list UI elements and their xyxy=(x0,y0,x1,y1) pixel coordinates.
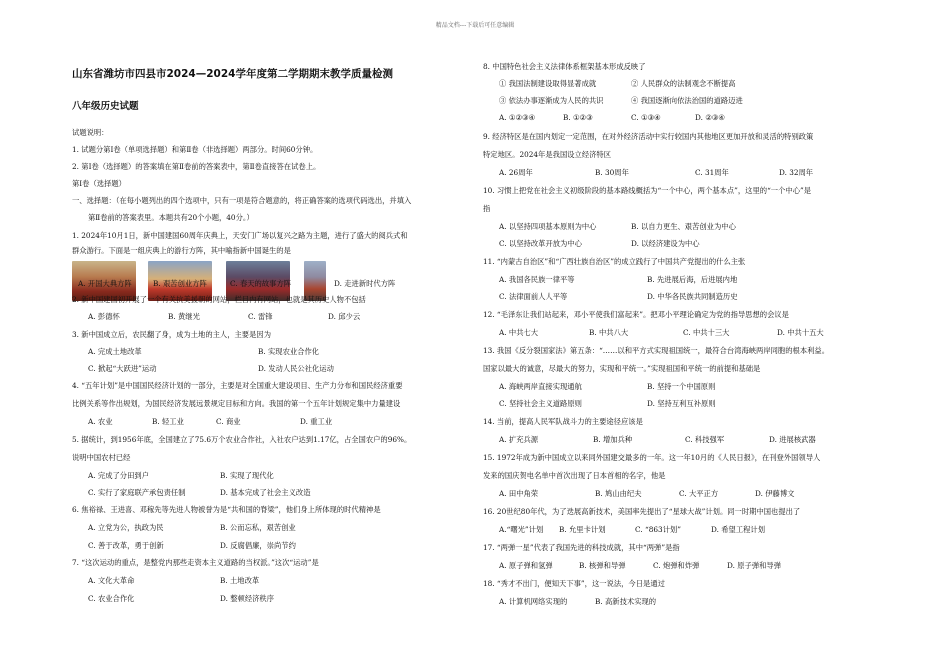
q18-option-a: A. 计算机网络实现的 xyxy=(499,597,568,606)
q16-option-b: B. 允里卡计划 xyxy=(559,525,606,534)
q5-option-d: D. 基本完成了社会主义改造 xyxy=(220,488,311,497)
q5-option-b: B. 实现了现代化 xyxy=(220,471,274,480)
q17-option-d: D. 原子弹和导弹 xyxy=(727,561,782,570)
q13-line-2: 国家以最大的诚意，尽最大的努力，实现和平统一。”实现祖国和平统一的前提和基础是 xyxy=(483,364,761,373)
section1-line-1: 一、选择题：（在每小题列出的四个选项中，只有一项是符合题意的，将正确答案的选项代码选出，并填入 xyxy=(72,196,412,205)
q4-option-c: C. 商业 xyxy=(216,417,241,426)
q6-option-d: D. 反腐倡廉，崇尚节约 xyxy=(220,541,296,550)
q3-option-c: C. 掀起“大跃进”运动 xyxy=(88,364,157,373)
q3-option-d: D. 发动人民公社化运动 xyxy=(258,364,334,373)
q2-option-b: B. 黄继光 xyxy=(168,312,200,321)
exam-title: 山东省潍坊市四县市2024—2024学年度第二学期期末教学质量检测 xyxy=(72,68,393,80)
q1-option-b: B. 艰苦创业方阵 xyxy=(153,279,207,288)
q17-text: 17. “两弹一星”代表了我国先进的科技成就，其中“两弹”是指 xyxy=(483,543,680,552)
q7-option-c: C. 农业合作化 xyxy=(88,594,135,603)
q9-line-1: 9. 经济特区是在国内划定一定范围，在对外经济活动中实行较国内其他地区更加开放和灵活的特别政策 xyxy=(483,132,814,141)
q8-option-c: C. ①③④ xyxy=(631,113,661,122)
q1-option-d: D. 走进新时代方阵 xyxy=(334,279,396,288)
q17-option-a: A. 原子弹和氢弹 xyxy=(499,561,553,570)
q9-option-d: D. 32周年 xyxy=(779,168,814,177)
q4-option-b: B. 轻工业 xyxy=(152,417,184,426)
q7-option-a: A. 文化大革命 xyxy=(88,576,135,585)
q8-statement-4: ④ 我国逐渐向依法治国的道路迈进 xyxy=(631,96,743,105)
q9-option-a: A. 26周年 xyxy=(499,168,533,177)
q16-option-a: A.“曙光”计划 xyxy=(499,525,544,534)
q5-option-a: A. 完成了分田到户 xyxy=(88,471,149,480)
q8-option-b: B. ①②③ xyxy=(563,113,593,122)
q10-option-a: A. 以坚持四项基本原则为中心 xyxy=(499,222,597,231)
q11-option-d: D. 中华各民族共同制造历史 xyxy=(647,292,738,301)
q9-option-b: B. 30周年 xyxy=(595,168,629,177)
q15-line-2: 发来的国庆贺电名单中首次出现了日本首相的名字，他是 xyxy=(483,471,666,480)
q1-option-c: C. 春天的故事方阵 xyxy=(230,279,292,288)
q14-option-b: B. 增加兵种 xyxy=(593,435,633,444)
q14-text: 14. 当前，提高人民军队战斗力的主要途径应该是 xyxy=(483,417,643,426)
q13-line-1: 13. 我国《反分裂国家法》第五条：“……以和平方式实现祖国统一，最符合台湾海峡两岸同胞的根本利益。 xyxy=(483,346,830,355)
q14-option-a: A. 扩充兵源 xyxy=(499,435,539,444)
q13-option-d: D. 坚持互利互补原则 xyxy=(647,399,716,408)
q1-line-2: 群众游行。下面是一组庆典上的游行方阵，其中喻指新中国诞生的是 xyxy=(72,246,291,255)
q13-option-a: A. 海峡两岸直接实现通航 xyxy=(499,382,582,391)
q6-option-a: A. 立党为公，执政为民 xyxy=(88,523,164,532)
q8-statement-1: ① 我国法制建设取得显著成就 xyxy=(499,79,597,88)
q8-statement-3: ③ 依法办事逐渐成为人民的共识 xyxy=(499,96,604,105)
q5-line-1: 5. 据统计，到1956年底，全国建立了75.6万个农业合作社，入社农户达到1.17亿，占全国农户的96%。 xyxy=(72,435,412,444)
q9-option-c: C. 31周年 xyxy=(695,168,729,177)
q15-option-d: D. 伊藤博文 xyxy=(755,489,795,498)
q6-text: 6. 焦裕禄、王进喜、邓稼先等先进人物被誉为是“共和国的脊梁”，他们身上所体现的时代精神是 xyxy=(72,505,381,514)
exam-subtitle: 八年级历史试题 xyxy=(72,101,139,112)
q10-option-c: C. 以坚持改革开放为中心 xyxy=(499,239,582,248)
instructions-heading: 试题说明： xyxy=(72,128,109,137)
q17-option-b: B. 核弹和导弹 xyxy=(579,561,626,570)
q13-option-b: B. 坚持一个中国原则 xyxy=(647,382,716,391)
q12-option-c: C. 中共十三大 xyxy=(683,328,730,337)
q4-option-d: D. 重工业 xyxy=(300,417,333,426)
instruction-1: 1. 试题分第Ⅰ卷（单项选择题）和第Ⅱ卷（非选择题）两部分。时间60分钟。 xyxy=(72,145,318,154)
q8-statement-2: ② 人民群众的法制观念不断提高 xyxy=(631,79,736,88)
q15-option-b: B. 鸠山由纪夫 xyxy=(595,489,642,498)
q3-text: 3. 新中国成立后，农民翻了身，成为土地的主人，主要是因为 xyxy=(72,330,271,339)
q18-option-b: B. 高新技术实现的 xyxy=(595,597,657,606)
q18-text: 18. “秀才不出门，便知天下事”，这一说法，今日是通过 xyxy=(483,579,665,588)
q10-option-d: D. 以经济建设为中心 xyxy=(631,239,700,248)
q6-option-c: C. 善于改革，勇于创新 xyxy=(88,541,164,550)
q1-option-a: A. 开国大典方阵 xyxy=(78,279,132,288)
page-header: 精品文档---下载后可任意编辑 xyxy=(435,22,515,29)
q15-option-c: C. 大平正方 xyxy=(679,489,719,498)
q11-option-b: B. 先进展后海，后进展内地 xyxy=(647,275,738,284)
part1-heading: 第Ⅰ卷（选择题） xyxy=(72,179,126,188)
q11-option-a: A. 我国各民族一律平等 xyxy=(499,275,575,284)
q13-option-c: C. 坚持社会主义道路原则 xyxy=(499,399,582,408)
q17-option-c: C. 炮弹和炸弹 xyxy=(653,561,700,570)
q11-text: 11. “内蒙古自治区”和“广西壮族自治区”的成立践行了中国共产党提出的什么主张 xyxy=(483,257,746,266)
q12-option-b: B. 中共八大 xyxy=(589,328,629,337)
q16-option-c: C. “863计划” xyxy=(635,525,681,534)
q2-option-a: A. 彭德怀 xyxy=(88,312,120,321)
q7-option-b: B. 土地改革 xyxy=(220,576,260,585)
q10-option-b: B. 以自力更生、艰苦创业为中心 xyxy=(631,222,736,231)
q4-line-2: 比例关系等作出规划，为国民经济发展远景规定目标和方向。我国的第一个五年计划规定集中力量建设 xyxy=(72,399,401,408)
q10-line-1: 10. 习惯上把党在社会主义初级阶段的基本路线概括为“一个中心，两个基本点”，这里的“一个中心”是 xyxy=(483,186,812,195)
q4-line-1: 4. “五年计划”是中国国民经济计划的一部分，主要是对全国重大建设项目、生产力分布和国民经济重要 xyxy=(72,381,403,390)
q15-line-1: 15. 1972年成为新中国成立以来同外国建交最多的一年。这一年10月的《人民日报》，在刊登外国领导人 xyxy=(483,453,821,462)
instruction-2: 2. 第Ⅰ卷（选择题）的答案填在第Ⅱ卷前的答案表中，第Ⅱ卷直接答在试卷上。 xyxy=(72,162,321,171)
q8-option-a: A. ①②③④ xyxy=(499,113,536,122)
q3-option-a: A. 完成土地改革 xyxy=(88,347,142,356)
q12-option-d: D. 中共十五大 xyxy=(777,328,824,337)
q5-line-2: 说明中国农村已经 xyxy=(72,453,131,462)
q5-option-c: C. 实行了家庭联产承包责任制 xyxy=(88,488,186,497)
q7-option-d: D. 整顿经济秩序 xyxy=(220,594,275,603)
q10-line-2: 指 xyxy=(483,204,491,213)
q16-option-d: D. 希望工程计划 xyxy=(711,525,766,534)
q14-option-c: C. 科技强军 xyxy=(685,435,725,444)
q12-option-a: A. 中共七大 xyxy=(499,328,539,337)
q14-option-d: D. 进展核武器 xyxy=(769,435,816,444)
q15-option-a: A. 田中角荣 xyxy=(499,489,539,498)
q8-text: 8. 中国特色社会主义法律体系框架基本形成反映了 xyxy=(483,62,646,71)
q7-text: 7. “这次运动的重点，是整党内那些走资本主义道路的当权派。”这次“运动”是 xyxy=(72,558,319,567)
q12-text: 12. “毛泽东让我们站起来，邓小平使我们富起来”。把邓小平理论确定为党的指导思想的会议是 xyxy=(483,310,789,319)
q2-option-d: D. 邱少云 xyxy=(328,312,361,321)
q1-line-1: 1. 2024年10月1日，新中国建国60周年庆典上，天安门广场以复兴之路为主题，进行了盛大的阅兵式和 xyxy=(72,231,408,240)
q16-text: 16. 20世纪80年代，为了迭展高新技术，美国率先提出了“星球大战”计划。同一时期中国也提出了 xyxy=(483,507,801,516)
q8-option-d: D. ②③④ xyxy=(695,113,725,122)
q3-option-b: B. 实现农业合作化 xyxy=(258,347,320,356)
q2-text: 2. 新中国建国初开展了一个有关抗美援朝的网站，栏目内有网站，也就是其历史人物不包括 xyxy=(72,295,366,304)
q6-option-b: B. 公而忘私，艰苦创业 xyxy=(220,523,296,532)
section1-line-2: 第Ⅱ卷前的答案表里。本题共有20个小题，40分。） xyxy=(88,213,254,222)
q4-option-a: A. 农业 xyxy=(88,417,113,426)
q11-option-c: C. 法律面前人人平等 xyxy=(499,292,568,301)
q9-line-2: 特定地区。2024年是我国设立经济特区 xyxy=(483,150,612,159)
q2-option-c: C. 雷锋 xyxy=(248,312,273,321)
